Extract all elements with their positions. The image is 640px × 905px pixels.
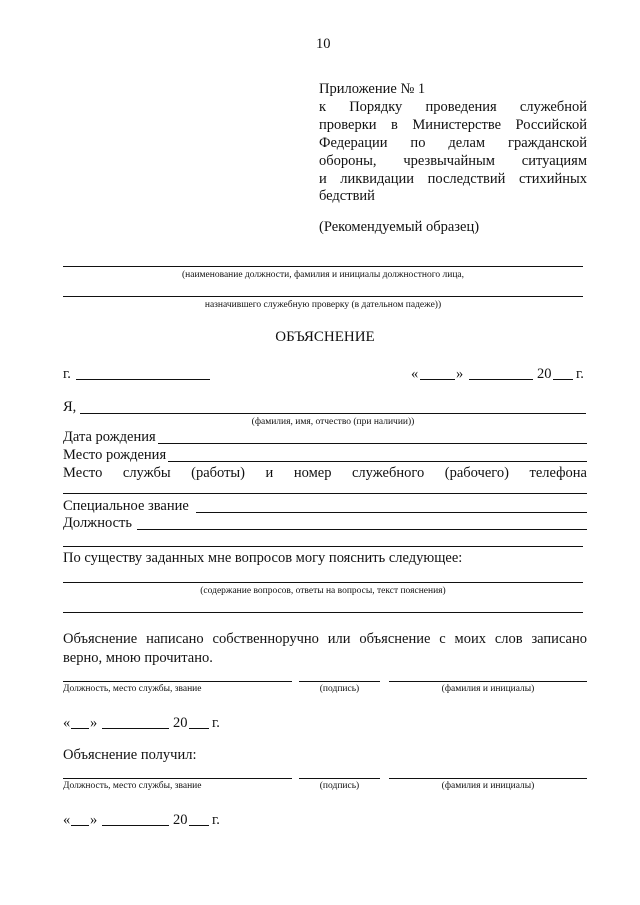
fio-field[interactable]: [80, 413, 586, 414]
addressee-caption-2: назначившего служебную проверку (в дательном падеже)): [204, 300, 442, 310]
birth-date-label: Дата рождения: [63, 429, 156, 445]
rank-field[interactable]: [196, 512, 587, 513]
received-label: Объяснение получил:: [63, 747, 197, 763]
sign1-signature-field[interactable]: [299, 681, 380, 682]
birth-place-label: Место рождения: [63, 447, 167, 463]
sign1-name-field[interactable]: [389, 681, 587, 682]
sample-note: (Рекомендуемый образец): [319, 219, 480, 235]
year-field[interactable]: [553, 379, 573, 380]
month-field[interactable]: [469, 379, 533, 380]
year-prefix: 20: [537, 366, 552, 382]
sign2-year-prefix: 20: [173, 812, 188, 828]
date-open-quote: «: [411, 366, 419, 382]
position-field[interactable]: [137, 529, 587, 530]
appendix-line: к Порядку проведения служебной: [319, 99, 587, 115]
sign1-date-open: «: [63, 715, 71, 731]
i-label: Я,: [63, 399, 77, 415]
explanation-line-2[interactable]: [63, 612, 583, 613]
appendix-line: и ликвидации последствий стихийных: [319, 171, 587, 187]
sign2-name-caption: (фамилия и инициалы): [441, 781, 535, 791]
sign1-month-field[interactable]: [102, 728, 169, 729]
work-place-field[interactable]: [63, 493, 587, 494]
appendix-line: обороны, чрезвычайным ситуациям: [319, 153, 587, 169]
date-close-quote: »: [456, 366, 464, 382]
year-suffix: г.: [576, 366, 584, 382]
addressee-caption-1: (наименование должности, фамилия и инициалы должностного лица,: [181, 270, 465, 280]
page-number: 10: [316, 36, 331, 52]
sign2-year-field[interactable]: [189, 825, 209, 826]
rank-label: Специальное звание: [63, 498, 189, 514]
sign2-signature-field[interactable]: [299, 778, 380, 779]
sign1-position-field[interactable]: [63, 681, 292, 682]
sign2-position-caption: Должность, место службы, звание: [63, 781, 202, 791]
sign1-year-field[interactable]: [189, 728, 209, 729]
appendix-title: Приложение № 1: [319, 81, 426, 97]
sign1-day-field[interactable]: [71, 728, 89, 729]
position-field-extra[interactable]: [63, 546, 583, 547]
sign1-date-close: »: [90, 715, 98, 731]
sign2-day-field[interactable]: [71, 825, 89, 826]
appendix-line: Федерации по делам гражданской: [319, 135, 587, 151]
sign2-month-field[interactable]: [102, 825, 169, 826]
sign2-date-close: »: [90, 812, 98, 828]
day-field[interactable]: [420, 379, 455, 380]
city-field[interactable]: [76, 379, 210, 380]
sign2-year-suffix: г.: [212, 812, 220, 828]
sign1-year-suffix: г.: [212, 715, 220, 731]
sign2-position-field[interactable]: [63, 778, 292, 779]
explanation-intro: По существу заданных мне вопросов могу пояснить следующее:: [63, 550, 463, 566]
sign2-date-open: «: [63, 812, 71, 828]
appendix-line: проверки в Министерстве Российской: [319, 117, 587, 133]
sign2-name-field[interactable]: [389, 778, 587, 779]
sign2-signature-caption: (подпись): [319, 781, 360, 791]
sign1-signature-caption: (подпись): [319, 684, 360, 694]
explanation-caption: (содержание вопросов, ответы на вопросы, текст пояснения): [200, 586, 446, 596]
fio-caption: (фамилия, имя, отчество (при наличии)): [251, 417, 415, 427]
city-prefix: г.: [63, 366, 71, 382]
sign1-name-caption: (фамилия и инициалы): [441, 684, 535, 694]
position-label: Должность: [63, 515, 132, 531]
addressee-line-1[interactable]: [63, 266, 583, 267]
appendix-last-line: бедствий: [319, 188, 375, 204]
document-title: ОБЪЯСНЕНИЕ: [275, 329, 375, 345]
explanation-line-1[interactable]: [63, 582, 583, 583]
work-place-label: Место службы (работы) и номер служебного (рабочего) телефона: [63, 465, 587, 481]
birth-place-field[interactable]: [168, 461, 587, 462]
certify-line-2: верно, мною прочитано.: [63, 650, 213, 666]
birth-date-field[interactable]: [158, 443, 587, 444]
addressee-line-2[interactable]: [63, 296, 583, 297]
sign1-position-caption: Должность, место службы, звание: [63, 684, 202, 694]
sign1-year-prefix: 20: [173, 715, 188, 731]
certify-line-1: Объяснение написано собственноручно или объяснение с моих слов записано: [63, 631, 587, 647]
